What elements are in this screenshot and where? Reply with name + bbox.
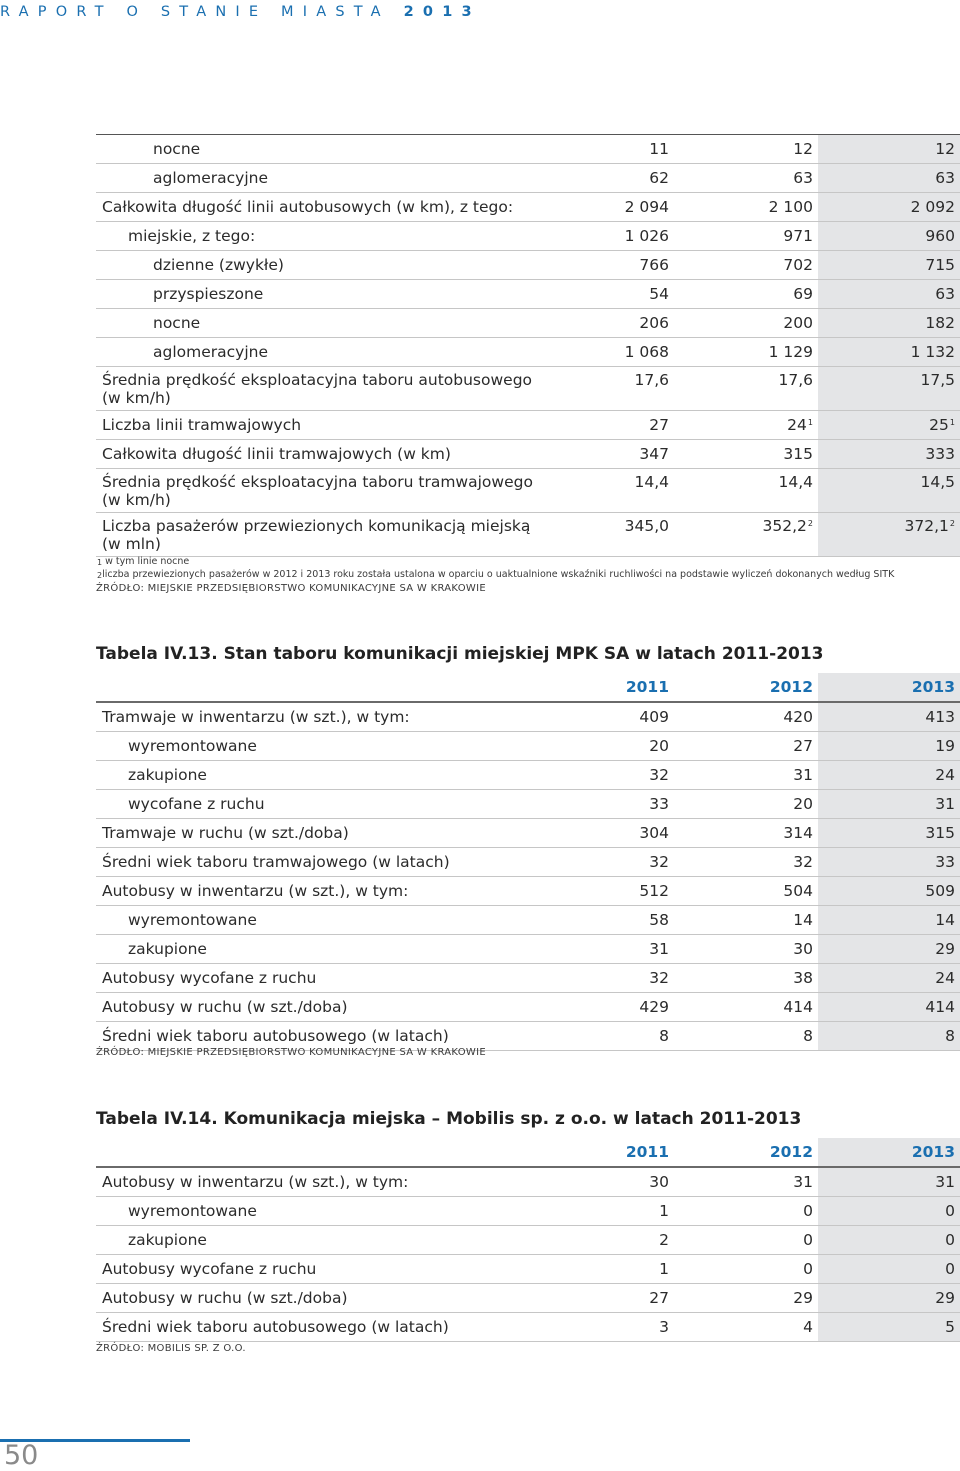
value-2011: 429 [528, 993, 674, 1022]
value-2013: 63 [818, 164, 960, 193]
value-2011: 409 [528, 702, 674, 732]
value-2013: 182 [818, 309, 960, 338]
value-2013: 24 [818, 761, 960, 790]
value-2011: 58 [528, 906, 674, 935]
value-2013: 0 [818, 1226, 960, 1255]
table-row [96, 1284, 960, 1313]
footnote-mark: 2 [97, 571, 103, 580]
value-2012: 29 [674, 1284, 818, 1313]
value-2011: 345,0 [528, 513, 674, 557]
table-transport-lines [96, 134, 960, 557]
table-row [96, 1226, 960, 1255]
footnote-mark: 1 [97, 558, 103, 567]
value-2013: 14 [818, 906, 960, 935]
table-row [96, 367, 960, 411]
row-label: zakupione [96, 935, 528, 964]
value-2011: 512 [528, 877, 674, 906]
row-label: Autobusy wycofane z ruchu [96, 1255, 528, 1284]
value-2011: 14,4 [528, 469, 674, 513]
row-label: wyremontowane [96, 906, 528, 935]
value-2013: 12 [818, 135, 960, 164]
value-2011: 27 [528, 1284, 674, 1313]
row-label: wycofane z ruchu [96, 790, 528, 819]
header-year: 2013 [403, 4, 481, 20]
row-label: Średni wiek taboru tramwajowego (w latach) [96, 848, 528, 877]
footnote-text: liczba przewiezionych pasażerów w 2012 i 2013 roku została ustalona w oparciu o uaktualnione wskaźniki ruchliwości na podstawie wyliczeń dokonanych według SITK [102, 569, 895, 580]
value-2012: 14,4 [674, 469, 818, 513]
row-label: aglomeracyjne [96, 338, 528, 367]
table-row [96, 135, 960, 164]
value-2012: 14 [674, 906, 818, 935]
row-label: zakupione [96, 1226, 528, 1255]
value-2013: 2 092 [818, 193, 960, 222]
table-row [96, 1255, 960, 1284]
value-2013: 8 [818, 1022, 960, 1051]
table-row [96, 877, 960, 906]
value-2013: 0 [818, 1255, 960, 1284]
value-2011: 30 [528, 1167, 674, 1197]
value-2012: 17,6 [674, 367, 818, 411]
table-row [96, 964, 960, 993]
row-label [96, 513, 531, 557]
table-row [96, 1313, 960, 1342]
row-label: Autobusy w inwentarzu (w szt.), w tym: [96, 877, 528, 906]
value-2011: 31 [528, 935, 674, 964]
year-2012-header: 2012 [674, 1138, 818, 1167]
value-2012 [674, 513, 818, 557]
running-header [0, 4, 481, 20]
table-row [96, 848, 960, 877]
row-label: Liczba linii tramwajowych [96, 411, 528, 440]
value-2013: 31 [818, 1167, 960, 1197]
table-row [96, 469, 960, 513]
footnote-mark: 2 [949, 519, 955, 528]
value-2011: 1 026 [528, 222, 674, 251]
value-2013: 960 [818, 222, 960, 251]
row-label-line2: (w km/h) [102, 491, 171, 509]
value-2012: 2 100 [674, 193, 818, 222]
value-2011: 766 [528, 251, 674, 280]
value-2011: 62 [528, 164, 674, 193]
value-2011: 1 [528, 1255, 674, 1284]
value-2012: 702 [674, 251, 818, 280]
value-2011: 17,6 [528, 367, 674, 411]
value-text: 25 [929, 416, 949, 434]
table-row [96, 280, 960, 309]
footnote-mark: 1 [949, 418, 955, 427]
table-row [96, 819, 960, 848]
value-2012: 69 [674, 280, 818, 309]
row-label: Całkowita długość linii tramwajowych (w km) [96, 440, 528, 469]
table-row [96, 993, 960, 1022]
table-mobilis-fleet [96, 1138, 960, 1342]
value-2013: 315 [818, 819, 960, 848]
value-2012: 38 [674, 964, 818, 993]
table-row [96, 1197, 960, 1226]
value-2012: 420 [674, 702, 818, 732]
value-2013: 509 [818, 877, 960, 906]
value-2013: 413 [818, 702, 960, 732]
row-label: Autobusy w ruchu (w szt./doba) [96, 1284, 528, 1313]
table-row [96, 251, 960, 280]
value-2011: 1 068 [528, 338, 674, 367]
value-2012: 32 [674, 848, 818, 877]
value-2011: 54 [528, 280, 674, 309]
row-label: Autobusy wycofane z ruchu [96, 964, 528, 993]
value-2013: 33 [818, 848, 960, 877]
footnote-mark: 1 [807, 418, 813, 427]
row-label: aglomeracyjne [96, 164, 528, 193]
value-2013: 715 [818, 251, 960, 280]
row-label: wyremontowane [96, 1197, 528, 1226]
row-label: nocne [96, 135, 528, 164]
value-2012: 63 [674, 164, 818, 193]
value-2013: 17,5 [818, 367, 960, 411]
value-2012: 31 [674, 1167, 818, 1197]
year-2011-header: 2011 [528, 673, 674, 702]
table-row [96, 702, 960, 732]
table-row [96, 164, 960, 193]
value-2012: 12 [674, 135, 818, 164]
row-label: Autobusy w ruchu (w szt./doba) [96, 993, 528, 1022]
footnote-text: w tym linie nocne [105, 556, 190, 567]
value-2013: 31 [818, 790, 960, 819]
row-label: zakupione [96, 761, 528, 790]
value-2012: 0 [674, 1197, 818, 1226]
row-label-line2: (w km/h) [102, 389, 171, 407]
value-2012: 0 [674, 1226, 818, 1255]
value-2011: 32 [528, 848, 674, 877]
value-2013: 0 [818, 1197, 960, 1226]
table-row [96, 761, 960, 790]
row-label-line1: Średnia prędkość eksploatacyjna taboru autobusowego [102, 371, 533, 389]
value-2013: 29 [818, 935, 960, 964]
value-text: 24 [787, 416, 807, 434]
row-label: Średni wiek taboru autobusowego (w latach) [96, 1313, 528, 1342]
value-2012: 414 [674, 993, 818, 1022]
row-label: dzienne (zwykłe) [96, 251, 528, 280]
year-2013-header: 2013 [818, 1138, 960, 1167]
value-text: 372,1 [904, 517, 949, 535]
row-label: przyspieszone [96, 280, 528, 309]
value-2011: 32 [528, 964, 674, 993]
row-label: Średni wiek taboru autobusowego (w latach) [96, 1022, 528, 1051]
table-title: Tabela IV.14. Komunikacja miejska – Mobilis sp. z o.o. w latach 2011-2013 [96, 1109, 802, 1129]
footnote-1 [96, 556, 189, 567]
table-header-row [96, 673, 960, 702]
table-row [96, 222, 960, 251]
row-label-line2: (w mln) [102, 535, 161, 553]
row-label: wyremontowane [96, 732, 528, 761]
table-row [96, 338, 960, 367]
value-2012 [674, 411, 818, 440]
table-row [96, 790, 960, 819]
value-2013: 14,5 [818, 469, 960, 513]
value-2012: 31 [674, 761, 818, 790]
value-text: 352,2 [762, 517, 807, 535]
value-2013: 24 [818, 964, 960, 993]
table-row [96, 732, 960, 761]
row-label: Całkowita długość linii autobusowych (w km), z tego: [96, 193, 528, 222]
value-2011: 206 [528, 309, 674, 338]
value-2011: 33 [528, 790, 674, 819]
table-row [96, 193, 960, 222]
table-row [96, 411, 960, 440]
value-2012: 20 [674, 790, 818, 819]
value-2011: 2 [528, 1226, 674, 1255]
value-2012: 1 129 [674, 338, 818, 367]
value-2012: 200 [674, 309, 818, 338]
value-2013: 414 [818, 993, 960, 1022]
value-2012: 27 [674, 732, 818, 761]
value-2012: 314 [674, 819, 818, 848]
value-2011: 32 [528, 761, 674, 790]
source-note: ŹRÓDŁO: MIEJSKIE PRZEDSIĘBIORSTWO KOMUNIKACYJNE SA W KRAKOWIE [96, 583, 486, 594]
value-2012: 971 [674, 222, 818, 251]
value-2011: 20 [528, 732, 674, 761]
row-label: miejskie, z tego: [96, 222, 528, 251]
value-2013: 19 [818, 732, 960, 761]
value-2013: 5 [818, 1313, 960, 1342]
row-label [96, 367, 533, 411]
value-2013 [818, 411, 960, 440]
source-note: ŹRÓDŁO: MOBILIS SP. Z O.O. [96, 1343, 246, 1354]
row-label: Tramwaje w inwentarzu (w szt.), w tym: [96, 702, 528, 732]
row-label-line1: Średnia prędkość eksploatacyjna taboru tramwajowego [102, 473, 533, 491]
year-2013-header: 2013 [818, 673, 960, 702]
page-number: 50 [4, 1440, 39, 1471]
value-2011: 8 [528, 1022, 674, 1051]
source-note: ŹRÓDŁO: MIEJSKIE PRZEDSIĘBIORSTWO KOMUNIKACYJNE SA W KRAKOWIE [96, 1047, 486, 1058]
table-row [96, 935, 960, 964]
table-row [96, 1167, 960, 1197]
value-2011: 304 [528, 819, 674, 848]
table-title: Tabela IV.13. Stan taboru komunikacji miejskiej MPK SA w latach 2011-2013 [96, 644, 824, 664]
row-label [96, 469, 533, 513]
row-label-line1: Liczba pasażerów przewiezionych komunikacją miejską [102, 517, 531, 535]
row-label: nocne [96, 309, 528, 338]
table-row [96, 906, 960, 935]
value-2011: 27 [528, 411, 674, 440]
footnote-2 [96, 569, 894, 580]
value-2012: 504 [674, 877, 818, 906]
value-2011: 347 [528, 440, 674, 469]
value-2011: 2 094 [528, 193, 674, 222]
value-2012: 0 [674, 1255, 818, 1284]
value-2013: 1 132 [818, 338, 960, 367]
row-label: Autobusy w inwentarzu (w szt.), w tym: [96, 1167, 528, 1197]
row-label: Tramwaje w ruchu (w szt./doba) [96, 819, 528, 848]
table-row [96, 309, 960, 338]
value-2013: 333 [818, 440, 960, 469]
value-2012: 8 [674, 1022, 818, 1051]
footnote-mark: 2 [807, 519, 813, 528]
value-2013 [818, 513, 960, 557]
table-row [96, 440, 960, 469]
table-header-row [96, 1138, 960, 1167]
value-2012: 30 [674, 935, 818, 964]
header-title: RAPORT O STANIE MIASTA [0, 4, 390, 20]
value-2012: 315 [674, 440, 818, 469]
value-2011: 3 [528, 1313, 674, 1342]
value-2011: 11 [528, 135, 674, 164]
value-2013: 63 [818, 280, 960, 309]
value-2013: 29 [818, 1284, 960, 1313]
year-2011-header: 2011 [528, 1138, 674, 1167]
value-2011: 1 [528, 1197, 674, 1226]
value-2012: 4 [674, 1313, 818, 1342]
table-mpk-fleet [96, 673, 960, 1051]
year-2012-header: 2012 [674, 673, 818, 702]
table-row [96, 513, 960, 557]
